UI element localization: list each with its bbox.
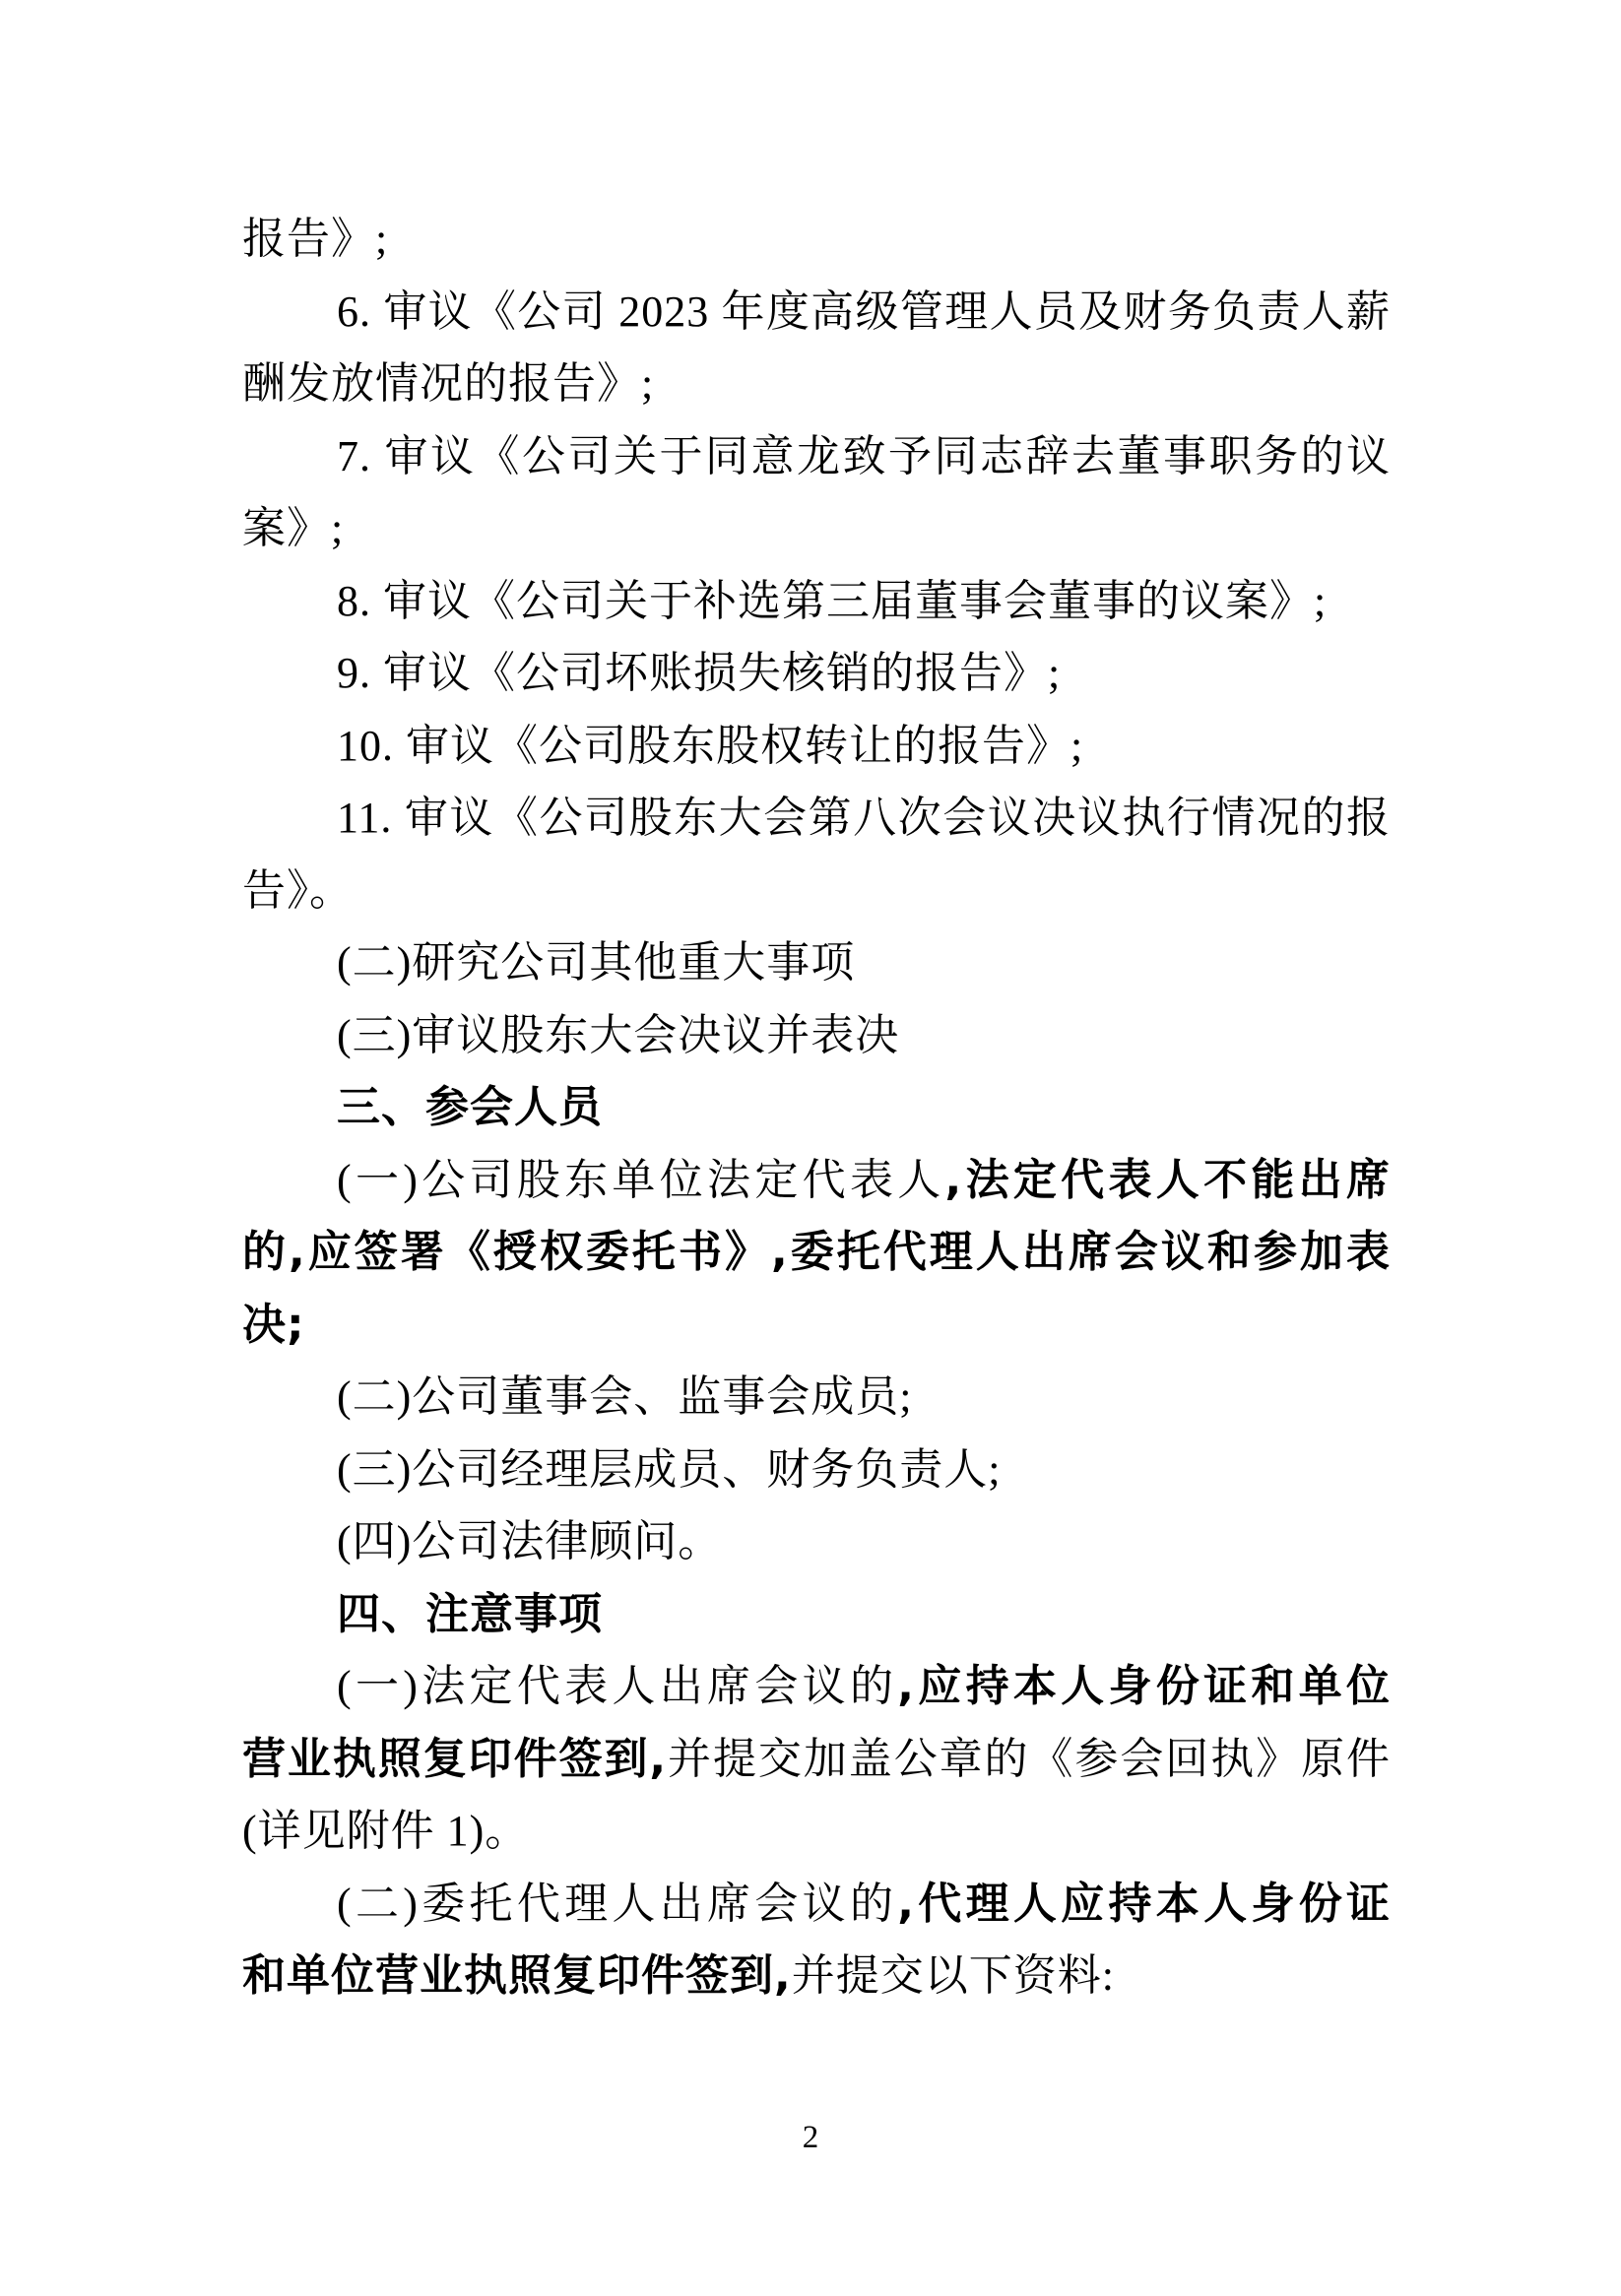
text-segment: (一)法定代表人出席会议的 — [337, 1662, 898, 1710]
text-segment: (四)公司法律顾问。 — [337, 1517, 723, 1565]
text-line — [242, 1289, 1391, 1362]
text-line — [242, 926, 1391, 999]
text-segment: 11. 审议《公司股东大会第八次会议决议执行情况的报 — [337, 794, 1391, 842]
text-line — [242, 1505, 1391, 1578]
text-segment: 并提交以下资料: — [791, 1951, 1115, 2000]
text-line — [242, 999, 1391, 1072]
text-segment: (一)公司股东单位法定代表人 — [337, 1155, 945, 1204]
text-line — [242, 1795, 1391, 1868]
page-number: 2 — [802, 2120, 819, 2155]
text-line — [242, 1868, 1391, 1941]
text-line — [242, 1361, 1391, 1434]
text-line — [242, 782, 1391, 855]
text-segment: 决; — [242, 1299, 305, 1350]
text-segment: 营业执照复印件签到, — [242, 1733, 668, 1784]
text-line — [242, 492, 1391, 565]
text-segment: ,法定代表人不能出席 — [944, 1154, 1391, 1205]
section-heading — [242, 1071, 1391, 1144]
text-segment: 10. 审议《公司股东股权转让的报告》; — [337, 721, 1084, 770]
text-line — [242, 420, 1391, 493]
text-segment: 9. 审议《公司坏账损失核销的报告》; — [337, 649, 1062, 697]
text-segment: 6. 审议《公司 2023 年度高级管理人员及财务负责人薪 — [337, 287, 1391, 336]
text-segment: 酬发放情况的报告》; — [242, 359, 655, 408]
text-line — [242, 203, 1391, 276]
text-segment: 三、参会人员 — [337, 1082, 603, 1132]
text-segment: (二)研究公司其他重大事项 — [337, 938, 856, 987]
text-line — [242, 1144, 1391, 1217]
text-segment: (三)公司经理层成员、财务负责人; — [337, 1444, 1002, 1494]
text-segment: 8. 审议《公司关于补选第三届董事会董事的议案》; — [337, 576, 1328, 625]
text-line — [242, 276, 1391, 349]
text-segment: 报告》; — [242, 215, 389, 263]
text-segment: 的,应签署《授权委托书》,委托代理人出席会议和参加表 — [242, 1227, 1391, 1277]
text-line — [242, 1434, 1391, 1506]
text-segment: (二)公司董事会、监事会成员; — [337, 1372, 913, 1421]
text-segment: 四、注意事项 — [337, 1588, 603, 1639]
text-line — [242, 348, 1391, 420]
text-segment: 和单位营业执照复印件签到, — [242, 1950, 792, 2001]
document-body — [242, 203, 1391, 2012]
section-heading — [242, 1578, 1391, 1651]
text-segment: (详见附件 1)。 — [242, 1807, 530, 1855]
text-line — [242, 565, 1391, 638]
text-line — [242, 1650, 1391, 1723]
text-segment: (三)审议股东大会决议并表决 — [337, 1010, 900, 1059]
text-segment: 告》。 — [242, 865, 354, 915]
text-line — [242, 1216, 1391, 1289]
text-segment: ,应持本人身份证和单位 — [897, 1661, 1391, 1711]
text-segment: 并提交加盖公章的《参会回执》原件 — [667, 1734, 1392, 1783]
text-segment: 案》; — [242, 504, 345, 552]
text-line — [242, 1940, 1391, 2012]
text-line — [242, 855, 1391, 927]
text-line — [242, 637, 1391, 710]
text-segment: ,代理人应持本人身份证 — [897, 1878, 1391, 1929]
text-segment: (二)委托代理人出席会议的 — [337, 1879, 898, 1928]
text-line — [242, 1723, 1391, 1796]
text-segment: 7. 审议《公司关于同意龙致予同志辞去董事职务的议 — [337, 431, 1391, 480]
text-line — [242, 710, 1391, 783]
